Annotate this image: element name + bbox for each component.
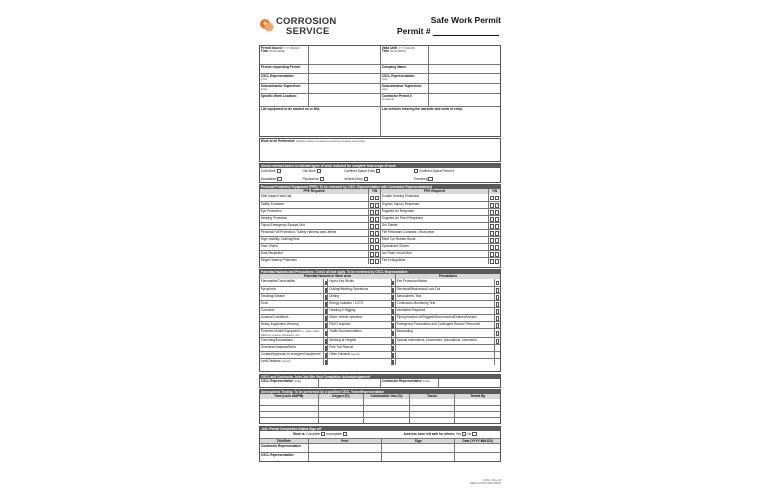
precaution-checkbox[interactable]: [496, 288, 499, 292]
hazards-rows: [260, 279, 500, 365]
pyrotechnic-checkbox[interactable]: [320, 177, 324, 181]
atmospheric-cell-input[interactable]: [318, 399, 364, 405]
ppe-no-checkbox[interactable]: [375, 217, 379, 221]
hazard-row: [260, 286, 500, 293]
contractor-print-input[interactable]: [308, 444, 381, 452]
ppe-yes-checkbox[interactable]: [490, 238, 494, 242]
contractor-sign-input[interactable]: [381, 444, 454, 452]
hazard-label: Overhead Hazards/Work: [260, 345, 296, 349]
ppe-row: [260, 236, 500, 243]
equipment-list-field[interactable]: [260, 107, 380, 137]
ack-cscl-label: CSCL Representative: [260, 379, 294, 383]
ppe-item-label: Organic Vapour Respirator: [380, 202, 488, 208]
ppe-item-label: Eye Protection: [260, 209, 282, 213]
ppe-no-checkbox[interactable]: [495, 224, 499, 228]
permit-number: [397, 26, 499, 36]
work-types-header: Check relevant boxes to indicate types of work included for complete final scope of work: [260, 164, 500, 168]
ppe-item-label: Supplied Air Respirator: [380, 209, 488, 215]
atmospheric-cell-input[interactable]: [454, 412, 500, 417]
info-row: Subcontractor Supervisor: (print) Subcontractor Supervisor: (sign): [260, 83, 500, 93]
hazard-note: (i.e. Jacks, hoists, Platforms, Loaders, Excavators, etc.): [260, 330, 320, 337]
hazard-label: Trenching/Excavations: [260, 338, 293, 342]
hazard-row: [260, 293, 500, 300]
permit-issued-label: Permit Issued: [260, 46, 282, 50]
atmospheric-cell-input[interactable]: [409, 412, 455, 417]
hazard-row: [260, 351, 500, 358]
ppe-column-headers: PPE Required Y/N PPE Required Y/N: [260, 189, 500, 194]
ppe-yes-checkbox[interactable]: [370, 252, 374, 256]
precaution-label: Atmospheric Test: [396, 294, 422, 298]
ppe-no-checkbox[interactable]: [375, 259, 379, 263]
sub-supervisor-print-input[interactable]: [308, 84, 380, 93]
requester-input[interactable]: [308, 65, 380, 73]
ppe-yes-checkbox[interactable]: [490, 217, 494, 221]
hazard-note: (specify): [350, 353, 360, 356]
info-row: [260, 64, 500, 73]
hazard-label: Flammable/Combustible: [260, 279, 296, 283]
hazard-label: Pole Top Rescue: [329, 345, 354, 349]
ppe-item-label: Specialized Gloves: [380, 244, 488, 250]
ppe-item-label: Tripod Emergency Escape Unit: [260, 223, 305, 227]
precaution-label: Emergency Precautions and Contingent Rescue Personnel: [396, 322, 480, 326]
info-row: CSCL Representative: (print) CSCL Representative: (sign): [260, 73, 500, 83]
ppe-item-label: Side Impact Hard Hat: [260, 194, 292, 198]
ppe-no-checkbox[interactable]: [495, 203, 499, 207]
work-location-label: Specific Work Location:: [260, 94, 298, 98]
company-label: Company Name:: [380, 65, 428, 73]
atmospheric-rows: [260, 399, 500, 423]
cscl-print-input[interactable]: [308, 453, 381, 461]
precaution-label: Piping blanked off/Tagged/Disconnected/Drained/Vented: [396, 315, 477, 319]
work-scope-section[interactable]: Work to be Performed: (Indicate number of employees required to complete work scope): [259, 138, 501, 162]
contractor-permit-input[interactable]: [428, 94, 500, 106]
atmospheric-cell-input[interactable]: [454, 399, 500, 405]
ppe-item-label: Double Hearing Protection: [380, 194, 488, 201]
hazard-label: PASO required: [329, 322, 351, 326]
info-row: [260, 106, 500, 137]
ppe-item-label: Gel Shelter: [380, 223, 488, 229]
ppe-item-label: Hearing Protection: [260, 216, 288, 220]
cscl-date-input[interactable]: [454, 453, 500, 461]
hazard-label: Other Hazards: [329, 352, 350, 356]
atmospheric-cell-input[interactable]: [260, 406, 318, 411]
ppe-no-checkbox[interactable]: [495, 196, 499, 200]
atmospheric-cell-input[interactable]: [454, 418, 500, 423]
ack-contractor-label: Contractor Representative: [381, 379, 422, 383]
ppe-yes-checkbox[interactable]: [490, 210, 494, 214]
hazard-label: Toxic: [260, 301, 269, 305]
hazard-label: Hoisting & Rigging: [329, 308, 356, 312]
hazard-label: Contact/Approach to energized equipment: [260, 352, 321, 356]
hazard-label: Cutting/Welding Operations: [329, 287, 369, 291]
vehicle-entry-checkbox[interactable]: [364, 177, 368, 181]
ppe-section: [259, 184, 501, 268]
ppe-item-label: Arc Flash Hood/Visor: [380, 251, 488, 257]
ppe-yes-checkbox[interactable]: [370, 210, 374, 214]
atmospheric-cell-input[interactable]: [318, 406, 364, 411]
atmospheric-cell-input[interactable]: [363, 418, 409, 423]
work-scope-label: Work to be Performed:: [260, 139, 296, 143]
logo-text-line2: SERVICE: [286, 26, 330, 37]
ppe-row: [260, 229, 500, 236]
ack-contractor-input[interactable]: [438, 379, 500, 387]
ppe-no-checkbox[interactable]: [495, 217, 499, 221]
complete-checkbox[interactable]: [321, 432, 325, 436]
logo-icon: [259, 17, 275, 33]
contractor-date-input[interactable]: [454, 444, 500, 452]
atmospheric-cell-input[interactable]: [409, 418, 455, 423]
hazard-label: Corrosive: [260, 308, 275, 312]
hazard-row: [260, 344, 500, 351]
ppe-yes-checkbox[interactable]: [490, 259, 494, 263]
precaution-checkbox[interactable]: [496, 331, 499, 335]
hazards-header: Potential Hazards and Precautions: Check all that apply. To be reviewed by CSCL Representative: [260, 270, 500, 274]
hazards-column-headers: Potential Hazards in Work Area Precautions: [260, 274, 500, 279]
precaution-label: Special Instructions, procedures, precautions, comments:: [396, 338, 478, 342]
hazards-section: [259, 269, 501, 372]
ppe-no-checkbox[interactable]: [375, 210, 379, 214]
ppe-row: [260, 222, 500, 229]
ppe-no-checkbox[interactable]: [375, 203, 379, 207]
hazard-label: Pyrophoric: [260, 287, 277, 291]
ppe-yes-checkbox[interactable]: [370, 224, 374, 228]
ppe-yes-checkbox[interactable]: [370, 231, 374, 235]
ppe-no-checkbox[interactable]: [375, 238, 379, 242]
ppe-yes-checkbox[interactable]: [490, 203, 494, 207]
ppe-row: [260, 257, 500, 264]
sub-supervisor-sign-label: Subcontractor Supervisor:: [381, 84, 423, 88]
closeout-row: Contractor Representative:: [260, 443, 500, 452]
ppe-no-checkbox[interactable]: [495, 245, 499, 249]
cold-work-checkbox[interactable]: [277, 169, 281, 173]
atmospheric-cell-input[interactable]: [363, 406, 409, 411]
hazard-label: Traffic Accommodation: [329, 329, 362, 333]
ppe-yes-checkbox[interactable]: [490, 245, 494, 249]
vehicle-list-label: List vehicles entering the worksite and route of entry:: [381, 107, 463, 111]
ppe-no-checkbox[interactable]: [375, 231, 379, 235]
area-safe-no-checkbox[interactable]: [472, 432, 476, 436]
ppe-rows: [260, 194, 500, 264]
closeout-section: [259, 426, 501, 462]
ppe-yes-checkbox[interactable]: [370, 203, 374, 207]
company-logo: [259, 13, 349, 39]
precaution-checkbox[interactable]: [496, 339, 499, 343]
cscl-rep-print-input[interactable]: [308, 74, 380, 83]
ppe-item-label: Single Hearing Protection: [260, 258, 297, 262]
hazard-label: Motor vehicle operation: [329, 315, 363, 319]
hazard-label: Working at Heights: [329, 338, 357, 342]
hazard-row: [260, 279, 500, 286]
cscl-rep-sign-input[interactable]: [428, 74, 500, 83]
hazard-row: [260, 300, 500, 307]
requester-label: Person requesting Permit:: [260, 65, 301, 69]
form-title: Safe Work Permit: [430, 15, 501, 25]
ppe-item-label: Safety Footwear: [260, 202, 285, 206]
atmospheric-cell-input[interactable]: [260, 418, 318, 423]
ppe-yes-checkbox[interactable]: [370, 196, 374, 200]
atmospheric-cell-input[interactable]: [260, 399, 318, 405]
atmospheric-column-headers: Time (Lock AM/PM) Oxygen (%) Combustible Gas (%) Toxics Tested By: [260, 394, 500, 399]
info-section: [259, 45, 501, 137]
ppe-yes-checkbox[interactable]: [370, 238, 374, 242]
info-row: Specific Work Location: Contractor Permit #: (if required): [260, 93, 500, 106]
work-types-row: Cold Work Hot Work Confined Space Entry Confined Space Permit #: [260, 169, 455, 174]
ppe-no-checkbox[interactable]: [495, 210, 499, 214]
atmospheric-cell-input[interactable]: [409, 406, 455, 411]
ppe-no-checkbox[interactable]: [375, 245, 379, 249]
atmospheric-cell-input[interactable]: [363, 399, 409, 405]
trenching-checkbox[interactable]: [428, 177, 432, 181]
atmospheric-header: Atmospheric Testing: To be performed by a qualified CSCL Tester/Representative: [260, 390, 500, 394]
work-types-row: Excavation Pyrotechnic Vehicle Entry Trenching: [260, 176, 500, 184]
ppe-item-label: Face Shield: [260, 244, 278, 248]
acknowledgement-header: CSCL and Contractor Joint Job Site Visit Completion Acknowledgement: [260, 375, 500, 379]
confined-space-permit-checkbox[interactable]: [414, 169, 418, 173]
atmospheric-row: [260, 399, 500, 405]
area-safe-yes-checkbox[interactable]: [462, 432, 466, 436]
closeout-column-headers: Title/Role Print Sign Date (YYYY-MM-DD): [260, 438, 500, 443]
atmospheric-cell-input[interactable]: [260, 412, 318, 417]
equipment-list-label: List equipment to be worked on or N/A:: [260, 107, 321, 111]
permit-issued-input[interactable]: [308, 46, 380, 64]
precaution-checkbox[interactable]: [496, 281, 499, 285]
cscl-rep-print-label: CSCL Representative:: [260, 74, 295, 78]
ppe-item-label: Dust Respirator: [260, 251, 283, 255]
logo-text-line1: CORROSION: [276, 16, 337, 27]
precaution-checkbox[interactable]: [496, 295, 499, 299]
hazard-label: Powered Mobile Equipment: [260, 329, 300, 333]
atmospheric-row: [260, 411, 500, 417]
ppe-item-label: High Visibility Clothing/Vest: [260, 237, 300, 241]
form-footer: CSCL / Rev. 06 HSE-F-0-CSCLSWP-REV2: [469, 479, 501, 486]
ppe-yes-checkbox[interactable]: [490, 224, 494, 228]
atmospheric-row: [260, 405, 500, 411]
ppe-item-label: Steel Toe Rubber Boots: [380, 237, 488, 243]
precaution-checkbox[interactable]: [496, 309, 499, 313]
ppe-yes-checkbox[interactable]: [490, 196, 494, 200]
atmospheric-cell-input[interactable]: [318, 412, 364, 417]
info-row: Permit Issued (YYYY-MM-DD) Time (00:00 AM/PM) Valid Until (YYYY-MM-DD) Time (00:00 AM/PM): [260, 46, 500, 64]
hazard-row: [260, 307, 500, 314]
closeout-header: Job / Permit Completion Status Sign-off: [260, 427, 500, 431]
precaution-label: Electrical/Mechanical Lock Out: [396, 287, 441, 291]
hazard-label: Unusual Conditions: [260, 315, 289, 319]
ppe-no-checkbox[interactable]: [495, 238, 499, 242]
time-label: Time: [260, 49, 269, 54]
ppe-yes-checkbox[interactable]: [490, 252, 494, 256]
ppe-item-label: Personal Fall Protection / Safety Harness and Lifeline: [260, 230, 337, 234]
work-location-input[interactable]: [308, 94, 380, 106]
valid-until-label: Valid Until: [381, 46, 398, 50]
hazard-note: (specify): [281, 360, 291, 363]
atmospheric-cell-input[interactable]: [409, 399, 455, 405]
atmospheric-cell-input[interactable]: [454, 406, 500, 411]
ppe-item-label: Fire Retardant Coveralls / Work wear: [380, 230, 488, 236]
permit-form: [257, 9, 503, 493]
sub-supervisor-sign-input[interactable]: [428, 84, 500, 93]
time-label: Time: [381, 49, 390, 54]
company-input[interactable]: [428, 65, 500, 73]
permit-number-label: Permit #: [397, 26, 431, 36]
excavation-checkbox[interactable]: [277, 177, 281, 181]
ppe-no-checkbox[interactable]: [495, 252, 499, 256]
hazard-label: Heavy Equipment Working: [260, 322, 299, 326]
permit-number-input[interactable]: [433, 27, 499, 36]
precaution-label: Fire Protection/Watch: [396, 279, 428, 283]
ppe-row: [260, 201, 500, 208]
ppe-row: [260, 194, 500, 201]
ppe-row: [260, 208, 500, 215]
precaution-label: Continuous Monitoring Test: [396, 301, 436, 305]
hazard-label: Energy Isolation / LOTO: [329, 301, 364, 305]
vehicle-list-field[interactable]: [380, 107, 500, 137]
ppe-yes-checkbox[interactable]: [370, 245, 374, 249]
ppe-yes-checkbox[interactable]: [490, 231, 494, 235]
precaution-checkbox[interactable]: [496, 302, 499, 306]
sub-supervisor-print-label: Subcontractor Supervisor:: [260, 84, 302, 88]
incomplete-checkbox[interactable]: [343, 432, 347, 436]
hot-work-checkbox[interactable]: [317, 169, 321, 173]
hazard-row: [260, 337, 500, 344]
precaution-label: Ventilation Required: [396, 308, 426, 312]
ppe-row: [260, 215, 500, 222]
ppe-no-checkbox[interactable]: [375, 224, 379, 228]
hazard-row: [260, 328, 500, 337]
acknowledgement-section: CSCL and Contractor Joint Job Site Visit Completion Acknowledgement CSCL Representative (initial) Contractor Representative (initial): [259, 374, 501, 388]
hazard-label: Hydro Key Works: [329, 279, 354, 283]
hazard-label: Smoking/Grease: [260, 294, 285, 298]
atmospheric-cell-input[interactable]: [363, 412, 409, 417]
ppe-header: Personal Protective Equipment (PPE): To be reviewed by CSCL Representative with Contractor Representative(s): [260, 185, 500, 189]
hazard-label: Limit Distance: [260, 359, 281, 363]
valid-until-input[interactable]: [428, 46, 500, 64]
atmospheric-row: [260, 417, 500, 423]
precaution-label: Barricading: [396, 329, 413, 333]
precaution-checkbox[interactable]: [496, 316, 499, 320]
precaution-checkbox[interactable]: [496, 323, 499, 327]
atmospheric-cell-input[interactable]: [318, 418, 364, 423]
atmospheric-testing-section: [259, 389, 501, 424]
ppe-no-checkbox[interactable]: [495, 259, 499, 263]
contractor-permit-label: Contractor Permit #:: [381, 94, 413, 98]
hazard-row: [260, 321, 500, 328]
hazard-row: [260, 314, 500, 321]
ppe-no-checkbox[interactable]: [375, 252, 379, 256]
work-types-section: [259, 163, 501, 183]
ppe-row: [260, 250, 500, 257]
ppe-item-label: Fire Extinguisher: [380, 258, 488, 264]
ppe-yes-checkbox[interactable]: [370, 259, 374, 263]
closeout-status-row: Work is: Complete Incomplete Area has been left safe for others: Yes No: [260, 431, 500, 438]
cscl-sign-input[interactable]: [381, 453, 454, 461]
ack-cscl-input[interactable]: [318, 379, 380, 387]
ppe-yes-checkbox[interactable]: [370, 217, 374, 221]
ppe-no-checkbox[interactable]: [495, 231, 499, 235]
cscl-rep-sign-label: CSCL Representative:: [381, 74, 416, 78]
closeout-row: CSCL Representative:: [260, 452, 500, 461]
hazard-label: Drilling: [329, 294, 339, 298]
ppe-row: [260, 243, 500, 250]
ppe-no-checkbox[interactable]: [375, 196, 379, 200]
ppe-item-label: Supplied Air Fixed Respirator: [380, 216, 488, 222]
hazard-row: [260, 358, 500, 365]
confined-space-checkbox[interactable]: [376, 169, 380, 173]
